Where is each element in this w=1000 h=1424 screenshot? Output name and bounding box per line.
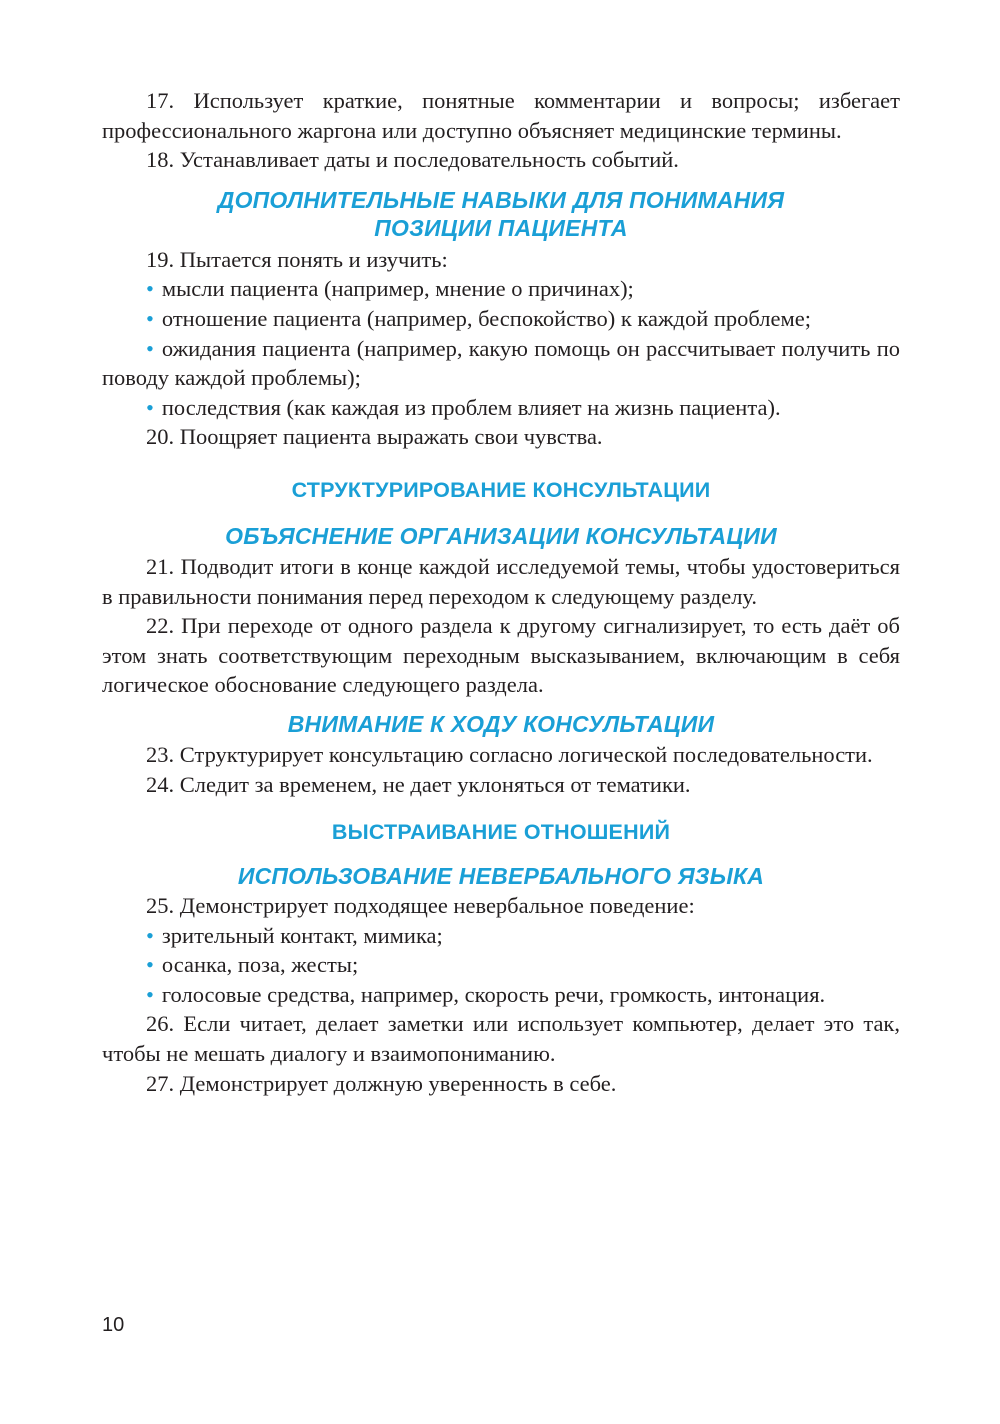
list-item: [102, 334, 900, 393]
heading-nonverbal: ИСПОЛЬЗОВАНИЕ НЕВЕРБАЛЬНОГО ЯЗЫКА: [237, 863, 765, 890]
bullet-icon: •: [146, 394, 154, 420]
item-21: 21. Подводит итоги в конце каждой исследуемой темы, чтобы удостовериться в правильности понимания перед переходом к следующему разделу.: [102, 553, 900, 609]
heading-additional-skills-line1: ДОПОЛНИТЕЛЬНЫЕ НАВЫКИ ДЛЯ ПОНИМАНИЯ: [217, 186, 785, 213]
list-item: [102, 921, 900, 951]
bullet-icon: •: [146, 276, 154, 302]
heading-additional-skills: [102, 186, 900, 242]
item-23: 23. Структурирует консультацию согласно логической последовательности.: [146, 741, 873, 767]
list-item: [102, 950, 900, 980]
bullet-icon: •: [146, 335, 154, 361]
item-20: 20. Поощряет пациента выражать свои чувства.: [146, 424, 603, 450]
item-24: 24. Следит за временем, не дает уклоняться от тематики.: [146, 771, 691, 797]
heading-explaining-organization: ОБЪЯСНЕНИЕ ОРГАНИЗАЦИИ КОНСУЛЬТАЦИИ: [225, 522, 777, 549]
list-item: [102, 274, 900, 304]
bullet-text: ожидания пациента (например, какую помощь он рассчитывает получить по поводу каждой проблемы);: [102, 335, 900, 391]
list-item: [102, 304, 900, 334]
bullet-icon: •: [146, 952, 154, 978]
page-content: [102, 86, 900, 1098]
bullet-icon: •: [146, 922, 154, 948]
bullet-icon: •: [146, 981, 154, 1007]
page-number: 10: [102, 1314, 125, 1336]
heading-additional-skills-line2: ПОЗИЦИИ ПАЦИЕНТА: [374, 214, 628, 241]
bullet-text: отношение пациента (например, беспокойство) к каждой проблеме;: [161, 305, 811, 331]
item-27: 27. Демонстрирует должную уверенность в себе.: [146, 1070, 617, 1096]
bullet-icon: •: [146, 305, 154, 331]
bullet-text: мысли пациента (например, мнение о причинах);: [161, 276, 634, 302]
bullet-text: осанка, поза, жесты;: [161, 952, 359, 978]
item-25: 25. Демонстрирует подходящее невербальное поведение:: [146, 893, 695, 919]
list-item: [102, 393, 900, 423]
item-26: 26. Если читает, делает заметки или использует компьютер, делает это так, чтобы не мешать диалогу и взаимопониманию.: [102, 1011, 900, 1067]
section-relationships: ВЫСТРАИВАНИЕ ОТНОШЕНИЙ: [331, 820, 671, 845]
bullet-text: зрительный контакт, мимика;: [161, 922, 443, 948]
item-19: 19. Пытается понять и изучить:: [146, 246, 448, 272]
item-17: 17. Использует краткие, понятные комментарии и вопросы; избегает профессионального жаргона или доступно объясняет медицинские термины.: [102, 88, 900, 143]
bullet-text: последствия (как каждая из проблем влияет на жизнь пациента).: [161, 394, 781, 420]
item-18: 18. Устанавливает даты и последовательность событий.: [146, 147, 679, 173]
item-22: 22. При переходе от одного раздела к другому сигнализирует, то есть даёт об этом знать соответствующим переходным высказыванием, включающим в себя логическое обоснование следующего раздела.: [102, 613, 900, 698]
heading-attention-flow: ВНИМАНИЕ К ХОДУ КОНСУЛЬТАЦИИ: [287, 710, 715, 737]
bullet-text: голосовые средства, например, скорость речи, громкость, интонация.: [161, 981, 826, 1007]
section-structuring: СТРУКТУРИРОВАНИЕ КОНСУЛЬТАЦИИ: [291, 477, 711, 502]
list-item: [102, 980, 900, 1010]
